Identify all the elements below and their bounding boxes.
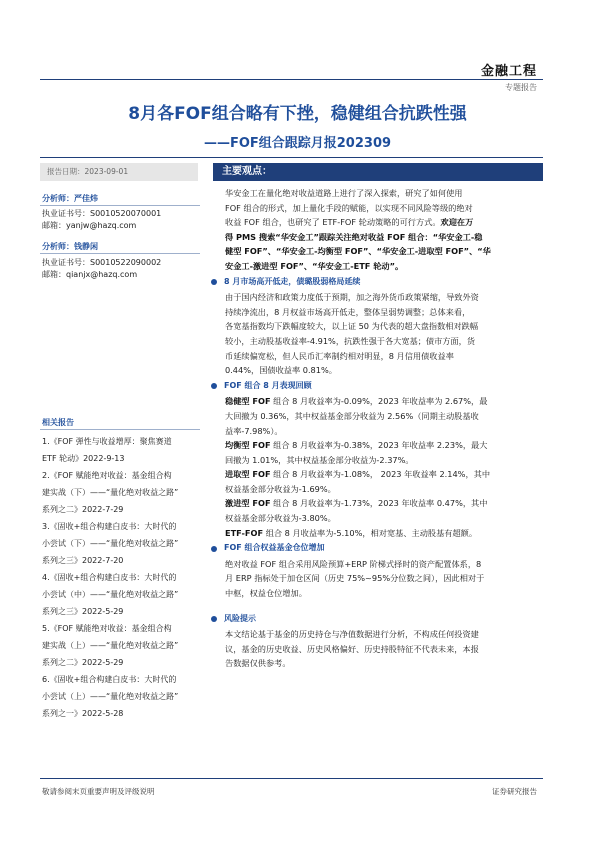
intro-bold-line: 安金工-激进型 FOF”、“华安金工-ETF 轮动”。 xyxy=(225,260,404,271)
footer-doc-type: 证券研究报告 xyxy=(492,787,537,796)
related-report-line[interactable]: 2.《FOF 赋能绝对收益：基金组合构 xyxy=(42,471,172,480)
related-report-line[interactable]: 系列之三》2022-7-20 xyxy=(42,556,124,565)
analyst-1-name: 分析师：严佳炜 xyxy=(42,194,98,203)
analyst-1-reg: 执业证书号：S0010520070001 xyxy=(42,209,162,218)
section-heading-allocation xyxy=(211,541,545,556)
related-reports-list xyxy=(42,433,202,722)
market-line: 币延续偏宽松，但人民币汇率制约相对明显，8 月信用债收益率 xyxy=(225,350,454,361)
footer-disclaimer[interactable]: 敬请参阅末页重要声明及评级说明 xyxy=(42,787,155,796)
bullet-icon xyxy=(211,546,217,552)
title-divider xyxy=(40,157,543,158)
allocation-line: 中枢，权益仓位增加。 xyxy=(225,588,307,599)
footer-divider xyxy=(40,778,543,779)
risk-line: 议，基金的历史收益、历史风格偏好、历史持股特征不代表未来，本报 xyxy=(225,643,479,654)
market-line: 较小，主动股基收益率-4.91%，抗跌性强于各大宽基；债市方面，货 xyxy=(225,335,476,346)
risk-line: 告数据仅供参考。 xyxy=(225,658,291,669)
related-reports-divider xyxy=(40,429,200,430)
bullet-icon xyxy=(211,279,217,285)
intro-line-text: 收益 FOF 组合，也研究了 ETF-FOF 轮动策略的可行方式。 xyxy=(225,217,441,228)
section-heading-market xyxy=(211,275,545,290)
related-report-line[interactable]: 5.《FOF 赋能绝对收益：基金组合构 xyxy=(42,624,172,633)
fund-name: 进取型 FOF xyxy=(225,469,271,480)
report-date: 报告日期：2023-09-01 xyxy=(40,163,198,181)
page-title: 8月各FOF组合略有下挫，稳健组合抗跌性强 xyxy=(128,104,467,124)
intro-line: FOF 组合的形式，加上量化手段的赋能，以实现不同风险等级的绝对 xyxy=(225,202,473,213)
related-report-line[interactable]: 系列之三》2022-5-29 xyxy=(42,607,124,616)
fund-line xyxy=(225,467,545,482)
fund-line xyxy=(225,394,545,409)
fund-line: 大回撤为 0.36%，其中权益基金部分收益为 2.56%（同期主动股基收 xyxy=(225,410,479,421)
related-report-line[interactable]: 6.《固收+组合构建白皮书：大时代的 xyxy=(42,675,177,684)
fund-line: 回撤为 1.01%，其中权益基金部分收益为-2.37%。 xyxy=(225,454,414,465)
related-report-line[interactable]: 3.《固收+组合构建白皮书：大时代的 xyxy=(42,522,177,531)
fund-text: 组合 8 月收益率为-5.10%，相对宽基、主动股基有超额。 xyxy=(265,527,478,538)
intro-bold-line: 健型 FOF”、“华安金工-均衡型 FOF”、“华安金工-进取型 FOF”、“华 xyxy=(225,246,491,257)
related-report-line[interactable]: 1.《FOF 弹性与收益增厚：聚焦赛道 xyxy=(42,437,172,446)
section-heading-text: 8 月市场高开低走，债璐股弱格局延续 xyxy=(224,276,361,286)
intro-bold-tail: 欢迎在万 xyxy=(440,217,474,228)
fund-line xyxy=(225,526,545,541)
section-heading-performance xyxy=(211,379,545,394)
fund-line xyxy=(225,438,545,453)
key-views-title: 主要观点： xyxy=(222,166,272,177)
related-report-line[interactable]: 小尝试（下）——“量化绝对收益之路” xyxy=(42,539,179,548)
related-reports-heading: 相关报告 xyxy=(42,418,74,427)
intro-line: 华安金工在量化绝对收益道路上进行了深入探索，研究了如何使用 xyxy=(225,188,463,198)
allocation-line: 绝对收益 FOF 组合采用风险预算+ERP 阶梯式择时的资产配置体系，8 xyxy=(225,558,482,569)
related-report-line[interactable]: ETF 轮动》2022-9-13 xyxy=(42,454,125,463)
related-report-line[interactable]: 4.《固收+组合构建白皮书：大时代的 xyxy=(42,573,177,582)
bullet-icon xyxy=(211,616,217,622)
fund-name: ETF-FOF xyxy=(225,527,264,538)
fund-line xyxy=(225,496,545,511)
key-views-body xyxy=(225,186,545,671)
fund-text: 组合 8 月收益率为-1.73%，2023 年收益率 0.47%，其中 xyxy=(273,498,488,509)
related-report-line[interactable]: 建实战（上）——“量化绝对收益之路” xyxy=(42,641,179,650)
analyst-1-email[interactable]: 邮箱：yanjw@hazq.com xyxy=(42,221,137,230)
fund-line: 权益基金部分收益为-3.80%。 xyxy=(225,513,336,524)
related-report-line[interactable]: 系列之二》2022-7-29 xyxy=(42,505,124,514)
fund-name: 稳健型 FOF xyxy=(225,396,271,407)
fund-text: 组合 8 月收益率为-1.08%， 2023 年收益率 2.14%，其中 xyxy=(273,469,491,480)
market-line: 由于国内经济和政策力度低于预期，加之海外货币政策紧缩，导致外资 xyxy=(225,292,479,303)
header-brand: 金融工程 xyxy=(480,64,537,79)
analyst-2-email[interactable]: 邮箱：qianjx@hazq.com xyxy=(42,270,138,279)
analyst-1-divider xyxy=(40,205,200,206)
related-report-line[interactable]: 建实战（下）——“量化绝对收益之路” xyxy=(42,488,179,497)
market-line: 持续净流出，8 月权益市场高开低走，整体呈弱势调整；总体来看， xyxy=(225,306,471,317)
analyst-2-name: 分析师：钱静闲 xyxy=(42,242,98,251)
fund-text: 组合 8 月收益率为-0.09%，2023 年收益率为 2.67%，最 xyxy=(273,396,488,407)
section-heading-text: 风险提示 xyxy=(224,613,256,623)
spacer xyxy=(225,601,545,611)
report-type: 专题报告 xyxy=(505,83,537,92)
fund-line: 益率-7.98%）。 xyxy=(225,425,283,436)
market-line: 各宽基指数均下跌幅度较大，以上证 50 为代表的超大盘指数相对跌幅 xyxy=(225,321,479,332)
section-heading-text: FOF 组合权益基金仓位增加 xyxy=(224,543,325,553)
fund-text: 组合 8 月收益率为-0.38%，2023 年收益率 2.23%，最大 xyxy=(273,440,488,451)
fund-name: 激进型 FOF xyxy=(225,498,271,509)
page-subtitle: ——FOF组合跟踪月报202309 xyxy=(203,136,392,151)
section-heading-text: FOF 组合 8 月表现回顾 xyxy=(224,380,312,390)
allocation-line: 月 ERP 指标处于加仓区间（历史 75%~95%分位数之间），因此相对于 xyxy=(225,573,485,584)
fund-name: 均衡型 FOF xyxy=(225,440,271,451)
section-heading-risk xyxy=(211,612,545,627)
fund-line: 权益基金部分收益为-1.69%。 xyxy=(225,483,336,494)
analyst-2-reg: 执业证书号：S0010522090002 xyxy=(42,258,162,267)
related-report-line[interactable]: 小尝试（中）——“量化绝对收益之路” xyxy=(42,590,179,599)
intro-bold-line: 得 PMS 搜索“华安金工”跟踪关注绝对收益 FOF 组合：“华安金工-稳 xyxy=(225,231,483,242)
related-report-line[interactable]: 系列之二》2022-5-29 xyxy=(42,658,124,667)
related-report-line[interactable]: 系列之一》2022-5-28 xyxy=(42,709,124,718)
risk-line: 本文结论基于基金的历史持仓与净值数据进行分析，不构成任何投资建 xyxy=(225,629,479,640)
analyst-2-divider xyxy=(40,253,200,254)
market-line: 0.44%，国债收益率 0.81%。 xyxy=(225,365,337,376)
bullet-icon xyxy=(211,383,217,389)
header-divider xyxy=(40,79,543,80)
intro-line xyxy=(225,215,545,230)
related-report-line[interactable]: 小尝试（上）——“量化绝对收益之路” xyxy=(42,692,179,701)
